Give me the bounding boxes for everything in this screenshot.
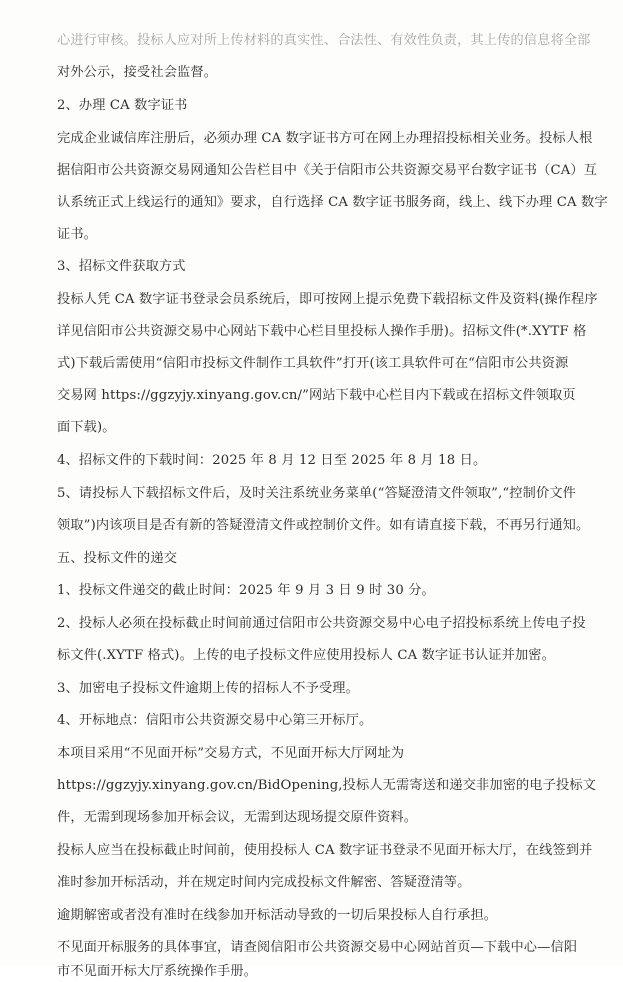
text-line: 式)下载后需使用“信阳市投标文件制作工具软件”打开(该工具软件可在“信阳市公共资源 (57, 356, 569, 371)
text-line: 对外公示，接受社会监督。 (57, 65, 218, 80)
text-line: 投标人凭 CA 数字证书登录会员系统后，即可按网上提示免费下载招标文件及资料(操作程序 (57, 292, 598, 307)
text-line: 5、请投标人下载招标文件后，及时关注系统业务菜单(“答疑澄清文件领取”,“控制价文件 (57, 486, 576, 501)
text-line: 2、投标人必须在投标截止时间前通过信阳市公共资源交易中心电子招投标系统上传电子投 (57, 616, 586, 631)
section-heading: 2、办理 CA 数字证书 (57, 98, 188, 113)
text-line: 据信阳市公共资源交易网通知公告栏目中《关于信阳市公共资源交易平台数字证书（CA）互 (57, 163, 598, 178)
text-line: 本项目采用“不见面开标”交易方式，不见面开标大厅网址为 (57, 746, 405, 761)
text-line: 4、开标地点：信阳市公共资源交易中心第三开标厅。 (57, 713, 373, 728)
section-heading: 3、招标文件获取方式 (57, 259, 186, 274)
text-line: 不见面开标服务的具体事宜，请查阅信阳市公共资源交易中心网站首页—下载中心—信阳 (57, 940, 578, 955)
text-line: 认系统正式上线运行的通知》要求，自行选择 CA 数字证书服务商，线上、线下办理 CA 数字 (57, 195, 608, 210)
text-line: 证书。 (57, 227, 98, 242)
text-line: 3、加密电子投标文件逾期上传的招标人不予受理。 (57, 681, 359, 696)
text-line: 心进行审核。投标人应对所上传材料的真实性、合法性、有效性负责，其上传的信息将全部 (57, 33, 591, 48)
text-line: 件，无需到现场参加开标会议，无需到达现场提交原件资料。 (57, 810, 418, 825)
text-line: 面下载)。 (57, 420, 116, 435)
text-line: 完成企业诚信库注册后，必须办理 CA 数字证书方可在网上办理招投标相关业务。投标人根 (57, 131, 593, 146)
text-line: 市不见面开标大厅系统操作手册。 (57, 964, 258, 979)
text-line: 领取”)内该项目是否有新的答疑澄清文件或控制价文件。如有请直接下载，不再另行通知。 (57, 518, 590, 533)
text-line: 4、招标文件的下载时间：2025 年 8 月 12 日至 2025 年 8 月 18 日。 (57, 453, 487, 468)
text-line: 标文件(.XYTF 格式)。上传的电子投标文件应使用投标人 CA 数字证书认证并加密。 (57, 648, 555, 663)
text-line: https://ggzyjy.xinyang.gov.cn/BidOpening,投标人无需寄送和递交非加密的电子投标文 (57, 778, 597, 793)
section-heading: 五、投标文件的递交 (57, 551, 178, 566)
text-line: 逾期解密或者没有准时在线参加开标活动导致的一切后果投标人自行承担。 (57, 908, 498, 923)
text-line: 投标人应当在投标截止时间前，使用投标人 CA 数字证书登录不见面开标大厅，在线签到并 (57, 843, 593, 858)
text-line: 准时参加开标活动，并在规定时间内完成投标文件解密、答疑澄清等。 (57, 875, 471, 890)
text-line: 1、投标文件递交的截止时间：2025 年 9 月 3 日 9 时 30 分。 (57, 583, 435, 598)
text-line: 详见信阳市公共资源交易中心网站下载中心栏目里投标人操作手册)。招标文件(*.XYTF 格 (57, 324, 587, 339)
text-line: 交易网 https://ggzyjy.xinyang.gov.cn/”网站下载中心栏目内下载或在招标文件领取页 (57, 388, 576, 403)
